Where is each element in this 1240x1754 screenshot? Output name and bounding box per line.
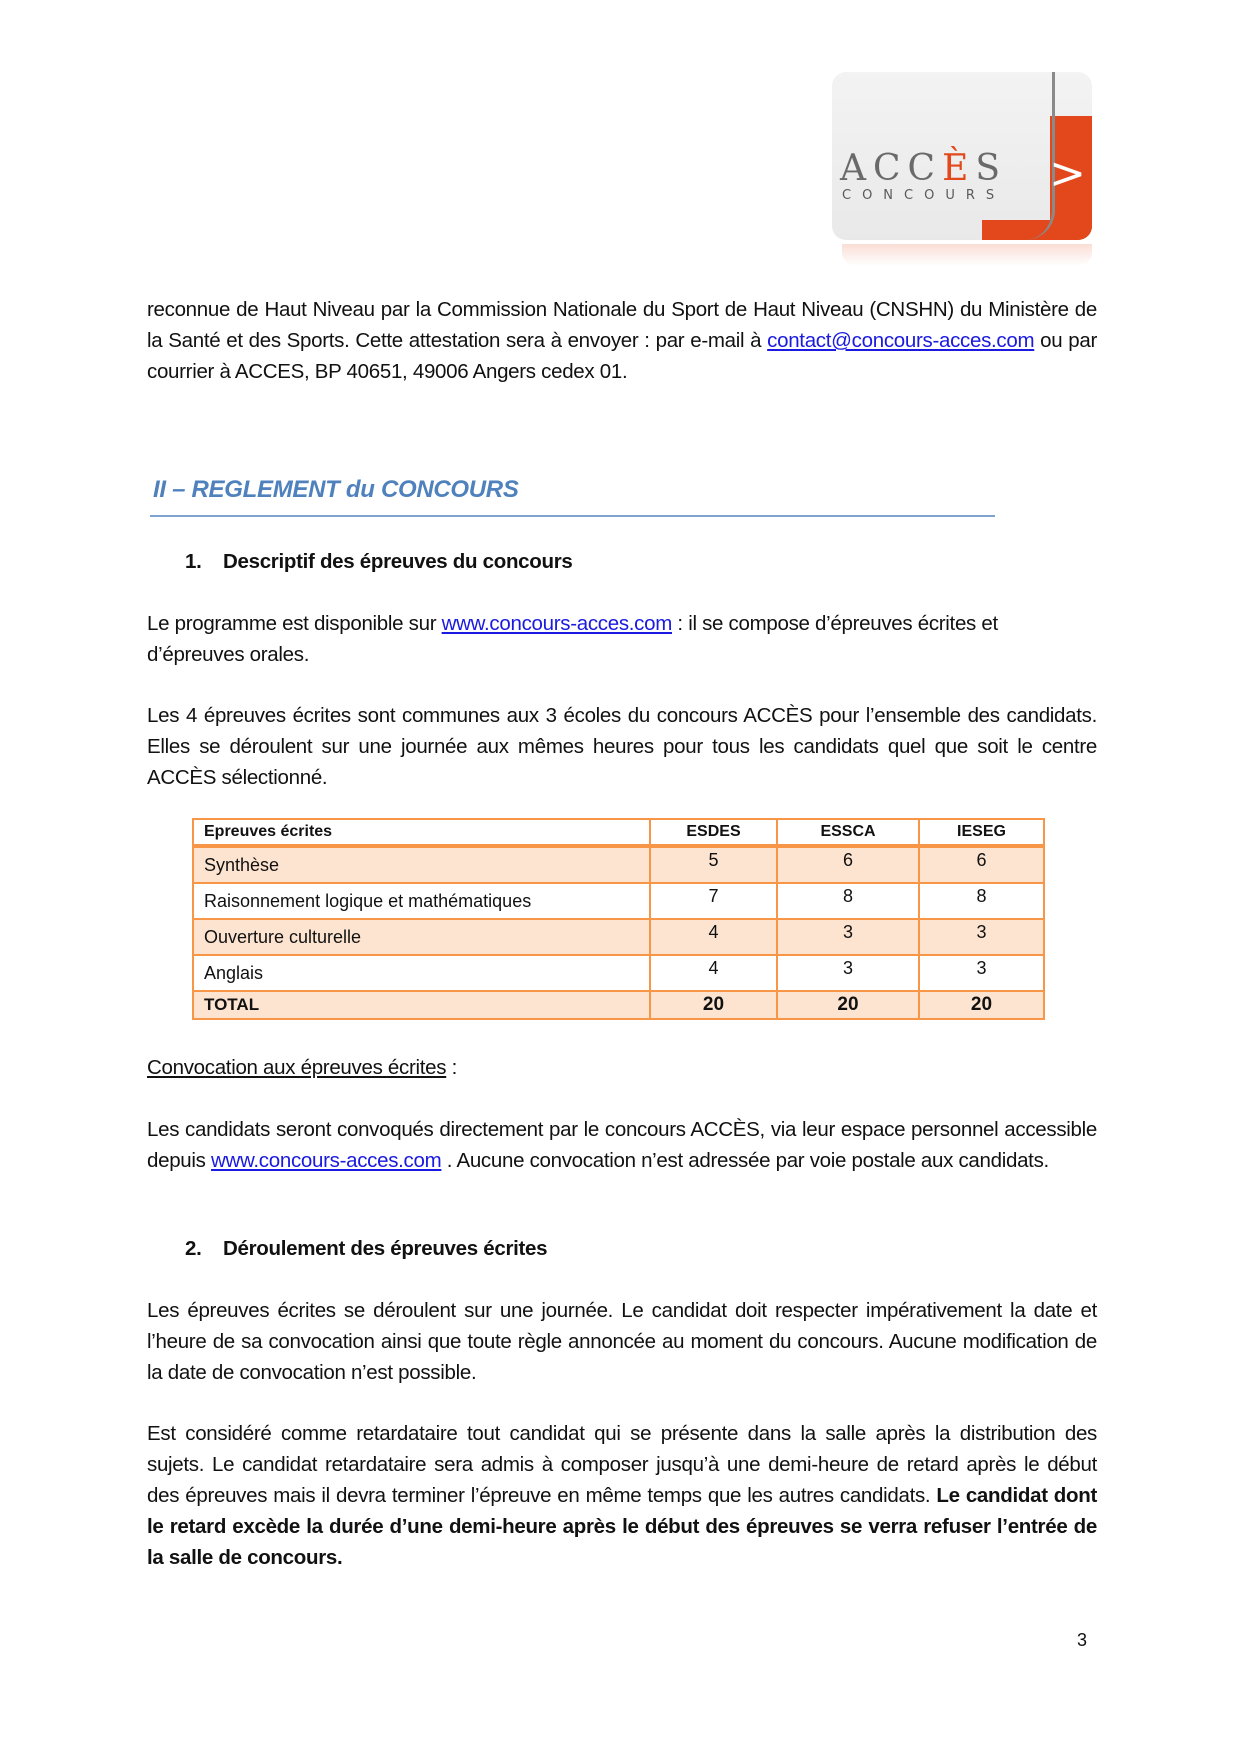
- website-link[interactable]: www.concours-acces.com: [441, 612, 673, 635]
- convocation-heading-colon: :: [446, 1056, 458, 1079]
- convocation-heading: [147, 1052, 1097, 1083]
- para-text: Le programme est disponible sur: [147, 612, 442, 635]
- table-header: ESDES: [650, 819, 777, 846]
- website-link[interactable]: www.concours-acces.com: [211, 1149, 442, 1172]
- logo-brand-text: [840, 148, 1007, 189]
- subheading-title: Déroulement des épreuves écrites: [223, 1237, 548, 1260]
- logo-reflection: [842, 244, 1092, 266]
- convocation-paragraph: [147, 1114, 1097, 1176]
- table-total-row: [193, 991, 1044, 1019]
- table-cell: 4: [650, 955, 777, 991]
- table-cell: 3: [777, 919, 919, 955]
- subheading-number: 1.: [185, 550, 202, 573]
- table-cell: 8: [919, 883, 1044, 919]
- table-row: [193, 846, 1044, 883]
- table-row: [193, 955, 1044, 991]
- table-total-cell: 20: [919, 991, 1044, 1019]
- epreuves-paragraph: Les 4 épreuves écrites sont communes aux 3 écoles du concours ACCÈS pour l’ensemble des candidats. Elles se déroulent sur une journée aux mêmes heures pour tous les candidats quel que soit le centre ACCÈS sélectionné.: [147, 704, 1097, 789]
- table-header: ESSCA: [777, 819, 919, 846]
- table-cell: 6: [919, 846, 1044, 883]
- table-cell: 3: [919, 919, 1044, 955]
- table-cell-label: Synthèse: [193, 846, 650, 883]
- intro-paragraph: [147, 294, 1097, 387]
- para-bold-text: Le candidat dont le retard excède la durée d’une demi-heure après le début des épreuves se verra refuser l’entrée de la salle de concours.: [147, 1484, 1097, 1569]
- subheading-title: Descriptif des épreuves du concours: [223, 550, 573, 573]
- deroulement-paragraph: Les épreuves écrites se déroulent sur une journée. Le candidat doit respecter impérativement la date et l’heure de sa convocation ainsi que toute règle annoncée au moment du concours. Aucune modification de la date de convocation n’est possible.: [147, 1299, 1097, 1384]
- convocation-heading-text: Convocation aux épreuves écrites: [147, 1056, 447, 1079]
- table-total-cell: 20: [777, 991, 919, 1019]
- section-divider: [150, 515, 995, 517]
- table-cell: 5: [650, 846, 777, 883]
- para-text: Est considéré comme retardataire tout candidat qui se présente dans la salle après la distribution des sujets. Le candidat retardataire sera admis à composer jusqu’à une demi-heure de retard après le début des épreuves mais il devra terminer l’épreuve en même temps que les autres candidats.: [147, 1422, 1097, 1507]
- table-row: [193, 919, 1044, 955]
- table-cell: 3: [777, 955, 919, 991]
- logo-subtitle: CONCOURS: [842, 188, 1006, 203]
- table-cell: 6: [777, 846, 919, 883]
- subheading-number: 2.: [185, 1237, 202, 1260]
- table-cell: 3: [919, 955, 1044, 991]
- logo-brand-suffix: S: [975, 148, 1008, 189]
- subheading-deroulement: [185, 1237, 547, 1261]
- chevron-right-icon: >: [1049, 148, 1086, 199]
- logo-brand-prefix: ACC: [840, 148, 943, 189]
- table-header: Epreuves écrites: [193, 819, 650, 846]
- logo-brand-accent: È: [942, 148, 976, 189]
- logo-card: [832, 72, 1092, 240]
- page-number: 3: [1077, 1630, 1088, 1650]
- table-header-row: [193, 819, 1044, 846]
- subheading-descriptif: [185, 550, 573, 574]
- table-cell-label: Raisonnement logique et mathématiques: [193, 883, 650, 919]
- table-row: [193, 883, 1044, 919]
- table-cell: 4: [650, 919, 777, 955]
- table-total-cell: 20: [650, 991, 777, 1019]
- retard-paragraph: [147, 1418, 1097, 1573]
- para-text: . Aucune convocation n’est adressée par voie postale aux candidats.: [441, 1149, 1049, 1172]
- table-cell: 7: [650, 883, 777, 919]
- para-text: : il se compose d’épreuves écrites et d’épreuves orales.: [147, 612, 998, 666]
- table-cell: 8: [777, 883, 919, 919]
- table-total-label: TOTAL: [193, 991, 650, 1019]
- email-link[interactable]: contact@concours-acces.com: [767, 329, 1035, 352]
- para-text: Les candidats seront convoqués directement par le concours ACCÈS, via leur espace personnel accessible depuis: [147, 1118, 1097, 1172]
- acces-concours-logo: [832, 72, 1092, 242]
- table-cell-label: Ouverture culturelle: [193, 919, 650, 955]
- exams-table: [192, 818, 1045, 1020]
- intro-text-end: ou par courrier à ACCES, BP 40651, 49006 Angers cedex 01.: [147, 329, 1097, 383]
- table-header: IESEG: [919, 819, 1044, 846]
- table-cell-label: Anglais: [193, 955, 650, 991]
- section-title: II – REGLEMENT du CONCOURS: [153, 476, 519, 503]
- programme-paragraph: [147, 608, 1097, 670]
- intro-text: reconnue de Haut Niveau par la Commission Nationale du Sport de Haut Niveau (CNSHN) du Ministère de la Santé et des Sports. Cette attestation sera à envoyer : par e-mail à: [147, 298, 1097, 352]
